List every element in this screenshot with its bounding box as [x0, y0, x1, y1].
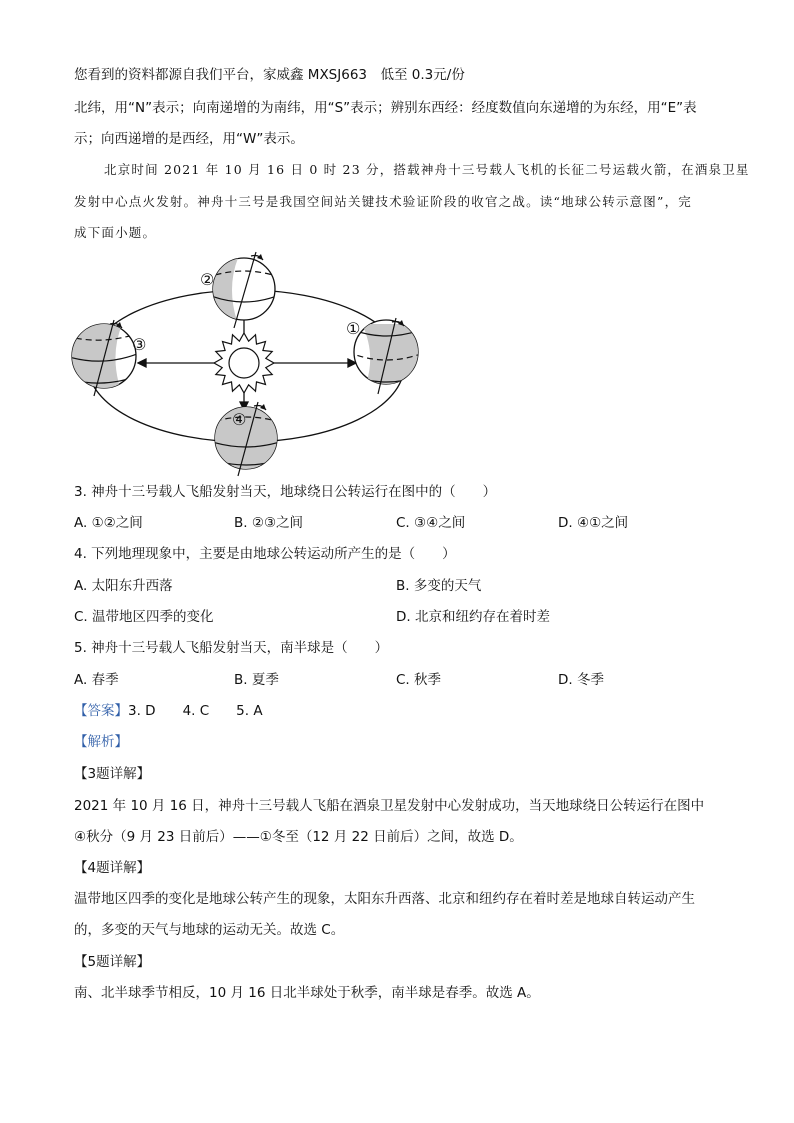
question-5-option-b: B. 夏季 — [234, 672, 279, 688]
detail-3-line-1: 2021 年 10 月 16 日，神舟十三号载人飞船在酒泉卫星发射中心发射成功，当天地球绕日公转运行在图中 — [74, 798, 705, 814]
detail-4-line-1: 温带地区四季的变化是地球公转产生的现象，太阳东升西落、北京和纽约存在着时差是地球自转运动产生 — [74, 891, 695, 907]
question-4-option-c: C. 温带地区四季的变化 — [74, 609, 214, 625]
sun-icon — [214, 333, 274, 393]
earth-position-2-icon — [206, 252, 282, 328]
question-4-option-a: A. 太阳东升西落 — [74, 578, 173, 594]
label-position-2: ② — [200, 270, 215, 289]
question-3-stem: 3. 神舟十三号载人飞船发射当天，地球绕日公转运行在图中的（ ） — [74, 484, 497, 500]
label-position-1: ① — [346, 319, 361, 338]
question-3-option-d: D. ④①之间 — [558, 515, 629, 531]
question-3-option-a: A. ①②之间 — [74, 515, 143, 531]
passage-line-2: 发射中心点火发射。神舟十三号是我国空间站关键技术验证阶段的收官之战。读“地球公转示意图”，完 — [74, 194, 692, 209]
intro-line-2: 示；向西递增的是西经，用“W”表示。 — [74, 131, 304, 147]
question-3-option-b: B. ②③之间 — [234, 515, 304, 531]
question-5-option-a: A. 春季 — [74, 672, 119, 688]
question-5-option-d: D. 冬季 — [558, 672, 604, 688]
answer-line — [74, 701, 263, 721]
earth-position-3-icon — [66, 320, 142, 396]
answer-tag: 【答案】 — [74, 703, 128, 719]
label-position-4: ④ — [232, 410, 247, 429]
header-ad: 您看到的资料都源自我们平台，家威鑫 MXSJ663 低至 0.3元/份 — [74, 67, 465, 83]
analysis-tag: 【解析】 — [74, 734, 128, 750]
passage-line-3: 成下面小题。 — [74, 225, 157, 240]
earth-position-4-icon — [206, 402, 288, 476]
label-position-3: ③ — [132, 335, 147, 354]
answer-text: 3. D 4. C 5. A — [128, 703, 263, 719]
detail-4-line-2: 的，多变的天气与地球的运动无关。故选 C。 — [74, 922, 345, 938]
detail-5-line-1: 南、北半球季节相反，10 月 16 日北半球处于秋季，南半球是春季。故选 A。 — [74, 985, 540, 1001]
earth-revolution-diagram — [66, 244, 426, 480]
question-5-option-c: C. 秋季 — [396, 672, 442, 688]
detail-3-tag: 【3题详解】 — [74, 766, 151, 782]
question-4-option-b: B. 多变的天气 — [396, 578, 482, 594]
detail-5-tag: 【5题详解】 — [74, 954, 151, 970]
passage-line-1: 北京时间 2021 年 10 月 16 日 0 时 23 分，搭载神舟十三号载人飞机的长征二号运载火箭，在酒泉卫星 — [104, 162, 750, 177]
detail-4-tag: 【4题详解】 — [74, 860, 151, 876]
question-4-stem: 4. 下列地理现象中，主要是由地球公转运动所产生的是（ ） — [74, 546, 456, 562]
question-4-option-d: D. 北京和纽约存在着时差 — [396, 609, 550, 625]
intro-line-1: 北纬，用“N”表示；向南递增的为南纬，用“S”表示；辨别东西经：经度数值向东递增的为东经，用“E”表 — [74, 100, 697, 116]
question-5-stem: 5. 神舟十三号载人飞船发射当天，南半球是（ ） — [74, 640, 389, 656]
detail-3-line-2: ④秋分（9 月 23 日前后）——①冬至（12 月 22 日前后）之间，故选 D。 — [74, 829, 523, 845]
question-3-option-c: C. ③④之间 — [396, 515, 466, 531]
